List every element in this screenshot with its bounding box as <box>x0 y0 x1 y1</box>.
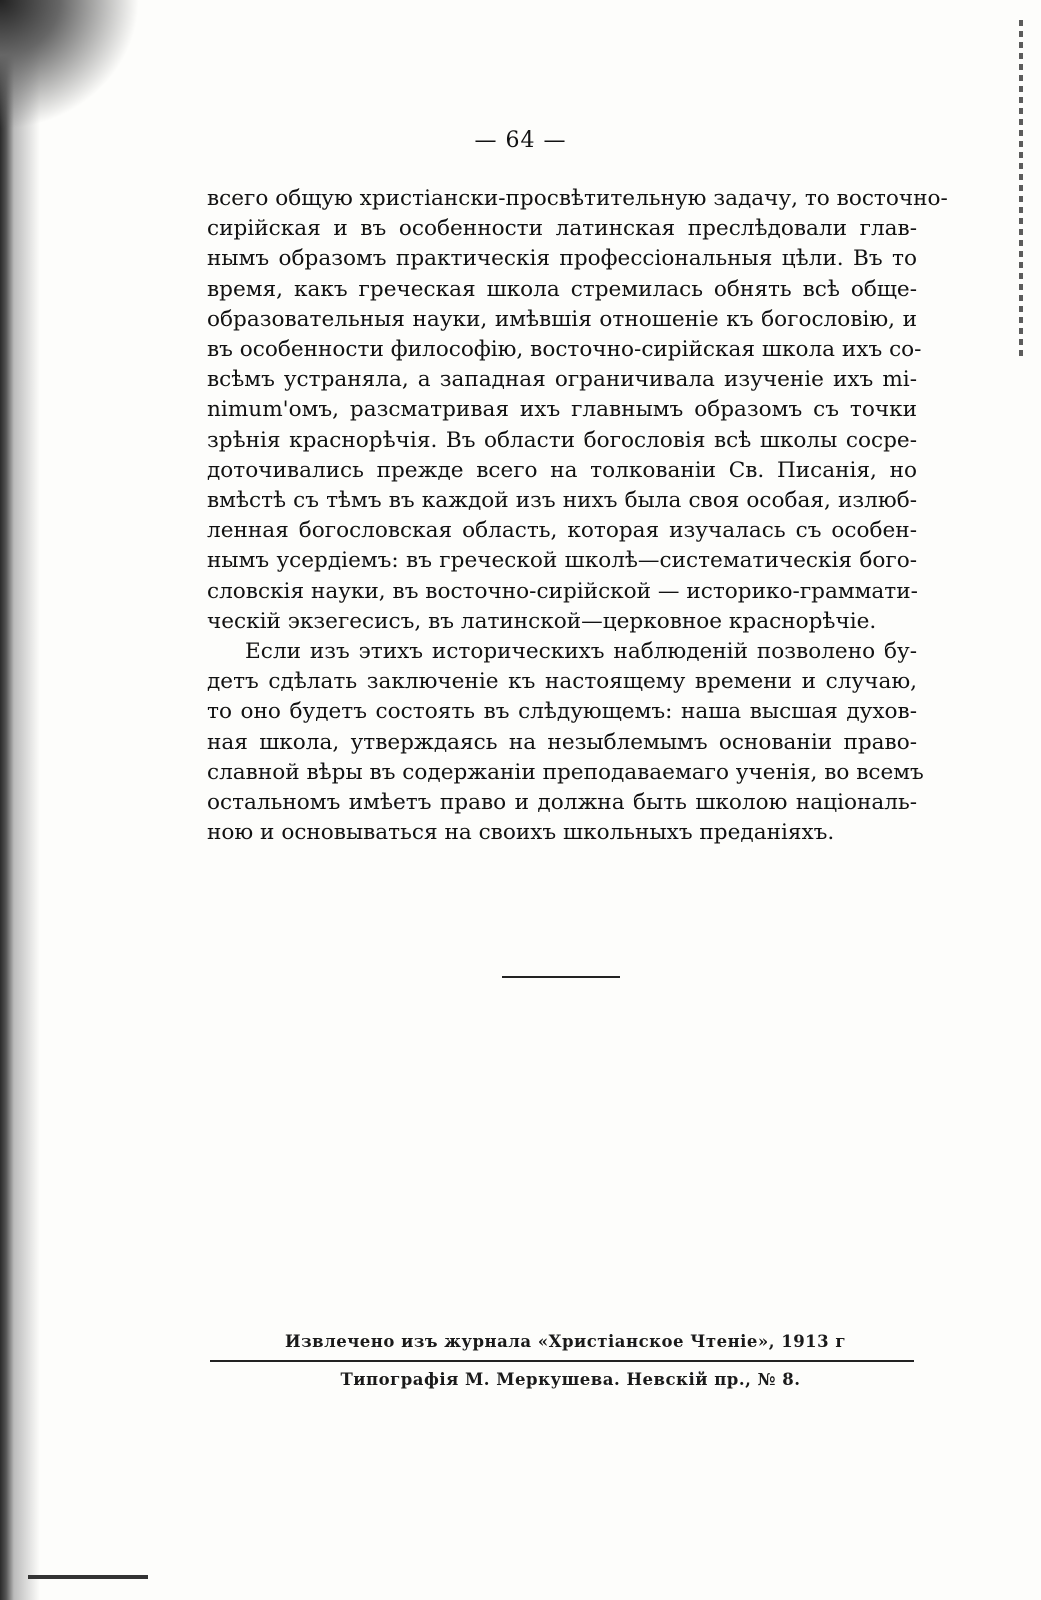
text-line: остальномъ имѣетъ право и должна быть школою національ- <box>207 790 917 816</box>
text-line: нымъ образомъ практическія профессіональныя цѣли. Въ то <box>207 246 917 272</box>
text-line: ленная богословская область, которая изучалась съ особен- <box>207 518 917 544</box>
footer-printer-imprint: Типографія М. Меркушева. Невскій пр., № 8. <box>340 1370 801 1389</box>
footer-source-note: Извлечено изъ журнала «Христіанское Чтеніе», 1913 г <box>284 1332 846 1351</box>
text-line: славной вѣры въ содержаніи преподаваемаго ученія, во всемъ <box>207 759 924 785</box>
text-line: сирійская и въ особенности латинская преслѣдовали глав- <box>207 216 917 242</box>
footer-rule <box>210 1360 914 1362</box>
text-line: детъ сдѣлать заключеніе къ настоящему времени и случаю, <box>207 669 917 695</box>
text-line: всѣмъ устраняла, а западная ограничивала изученіе ихъ mi- <box>207 367 917 393</box>
page-number: — 64 — <box>474 128 567 153</box>
section-separator <box>502 976 620 978</box>
text-line: то оно будетъ состоять въ слѣдующемъ: наша высшая духов- <box>207 699 917 725</box>
paragraph-start-line: Если изъ этихъ историческихъ наблюденій позволено бу- <box>245 639 917 665</box>
text-line: словскія науки, въ восточно-сирійской — историко-граммати- <box>207 578 918 604</box>
scan-edge-right <box>1019 20 1023 360</box>
text-line: ческій экзегесисъ, въ латинской—церковное краснорѣчіе. <box>207 608 877 634</box>
text-line: nimum'омъ, разсматривая ихъ главнымъ образомъ съ точки <box>207 397 917 423</box>
text-line: время, какъ греческая школа стремилась обнять всѣ обще- <box>207 276 917 302</box>
text-line: образовательныя науки, имѣвшія отношеніе къ богословію, и <box>207 306 917 332</box>
text-line: вмѣстѣ съ тѣмъ въ каждой изъ нихъ была своя особая, излюб- <box>207 488 917 514</box>
body-text <box>207 184 948 848</box>
text-line: нымъ усердіемъ: въ греческой школѣ—систематическія бого- <box>207 548 917 574</box>
scan-edge-bottom <box>28 1575 148 1579</box>
text-line: всего общую христіански-просвѣтительную задачу, то восточно- <box>207 186 948 211</box>
scan-corner-shadow <box>0 0 140 130</box>
text-line: ная школа, утверждаясь на незыблемымъ основаніи право- <box>207 729 917 755</box>
text-line: зрѣнія краснорѣчія. Въ области богословія всѣ школы сосре- <box>207 427 917 453</box>
scan-edge-left <box>0 0 40 1600</box>
text-line: въ особенности философію, восточно-сирійская школа ихъ со- <box>207 337 922 363</box>
text-line: доточивались прежде всего на толкованіи Св. Писанія, но <box>207 457 917 483</box>
text-line: ною и основываться на своихъ школьныхъ преданіяхъ. <box>207 820 835 846</box>
